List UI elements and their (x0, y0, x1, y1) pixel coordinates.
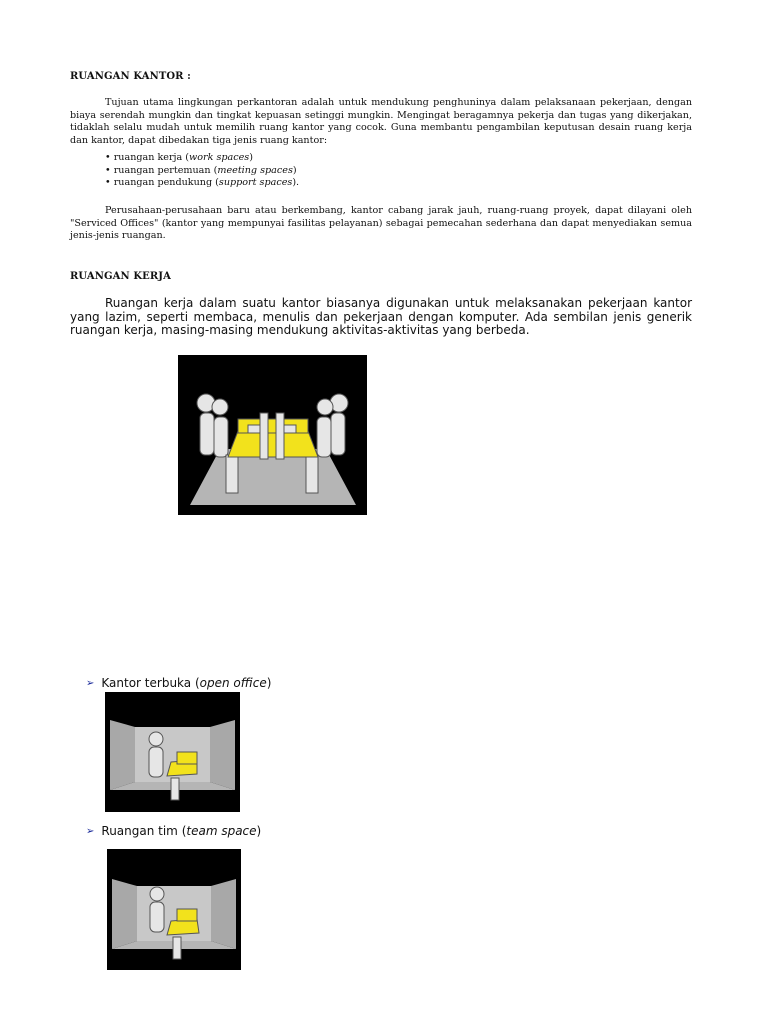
section-heading-ruangan-kerja: RUANGAN KERJA (70, 271, 171, 282)
workspace-paragraph: Ruangan kerja dalam suatu kantor biasanya digunakan untuk melaksanakan pekerjaan kantor yang lazim, seperti membaca, menulis dan pekerjaan dengan komputer. Ada sembilan jenis generik ruangan kerja, masing-masing mendukung aktivitas-aktivitas yang berbeda. (70, 296, 692, 338)
list-item: • ruangan kerja (work spaces) (105, 152, 253, 163)
team-space-svg (107, 849, 241, 970)
list-item: • ruangan pertemuan (meeting spaces) (105, 164, 297, 176)
space-types-list (105, 152, 299, 190)
list-item: • ruangan pendukung (support spaces). (105, 177, 300, 189)
arrow-bullet-icon: ➢ (86, 826, 95, 837)
intro-paragraph: Tujuan utama lingkungan perkantoran adalah untuk mendukung penghuninya dalam pelaksanaan pekerjaan, dengan biaya serendah mungkin dan tingkat kepuasan setinggi mungkin. Mengingat beragamnya pekerja dan tugas yang dikerjakan, tidaklah selalu mudah untuk memilih ruang kantor yang cocok. Guna membantu pengambilan keputusan desain ruang kerja dan kantor, dapat dibedakan tiga jenis ruang kantor: (70, 97, 692, 146)
meeting-table-svg (178, 355, 367, 515)
team-space-caption: ➢ Ruangan tim (team space) (86, 824, 262, 838)
team-space-illustration (107, 849, 241, 970)
open-office-caption: ➢ Kantor terbuka (open office) (86, 676, 272, 690)
open-office-illustration (105, 692, 240, 812)
meeting-table-illustration (178, 355, 367, 515)
section-heading-ruangan-kantor: RUANGAN KANTOR : (70, 71, 191, 82)
open-office-svg (105, 692, 240, 812)
serviced-offices-paragraph: Perusahaan-perusahaan baru atau berkembang, kantor cabang jarak jauh, ruang-ruang proyek, dapat dilayani oleh "Serviced Offices" (kantor yang mempunyai fasilitas pelayanan) sebagai pemecahan sederhana dan dapat menyediakan semua jenis-jenis ruangan. (70, 205, 692, 242)
arrow-bullet-icon: ➢ (86, 678, 95, 689)
